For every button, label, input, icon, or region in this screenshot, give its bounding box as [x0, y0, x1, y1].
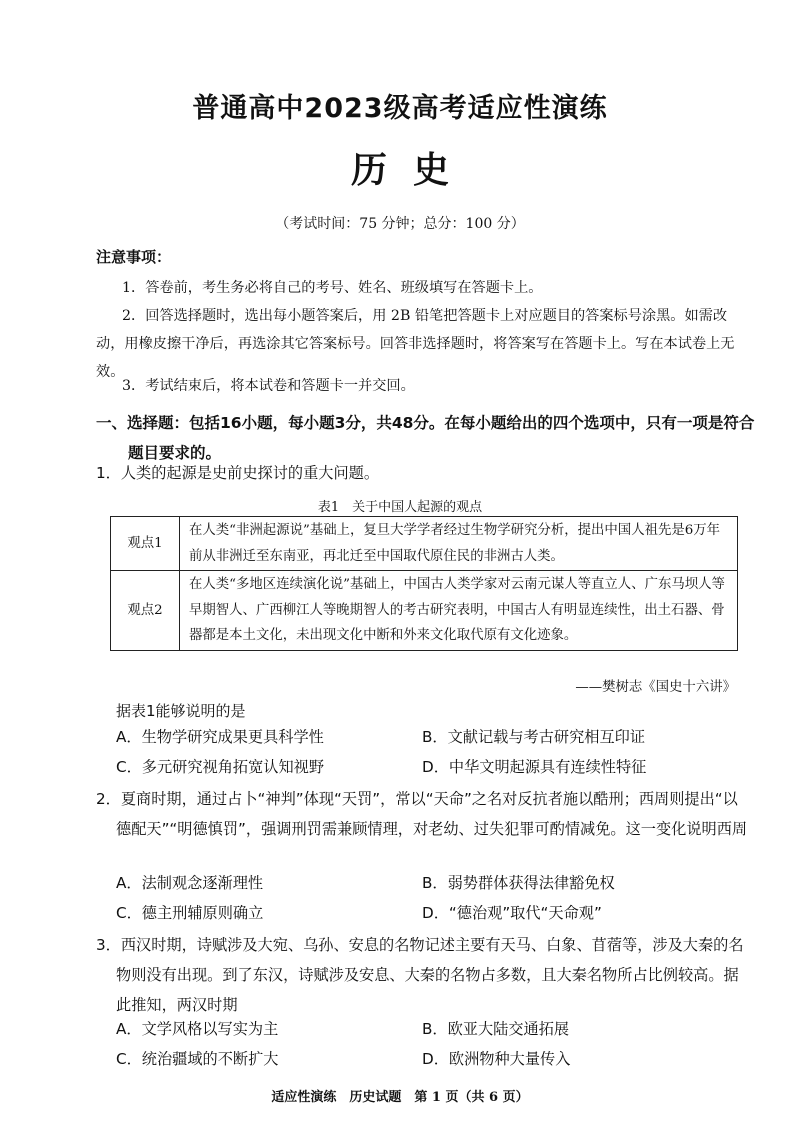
page-footer: 适应性演练 历史试题 第 1 页（共 6 页） [271, 1090, 529, 1105]
question-3-option-b[interactable]: B．欧亚大陆交通拓展 [422, 1020, 570, 1038]
table-row [111, 517, 738, 571]
notice-item-1: 1．答卷前，考生务必将自己的考号、姓名、班级填写在答题卡上。 [122, 280, 543, 296]
question-1-stem: 1．人类的起源是史前史探讨的重大问题。 [96, 464, 380, 482]
question-2-option-a[interactable]: A．法制观念逐渐理性 [116, 874, 264, 892]
exam-info: （考试时间：75 分钟；总分：100 分） [275, 216, 525, 232]
question-1-prompt: 据表1能够说明的是 [116, 702, 246, 720]
exam-title: 普通高中2023级高考适应性演练 [192, 93, 608, 124]
question-2-option-c[interactable]: C．德主刑辅原则确立 [116, 904, 264, 922]
subject-title: 历史 [350, 150, 475, 191]
question-3-option-c[interactable]: C．统治疆域的不断扩大 [116, 1050, 279, 1068]
question-1-option-a[interactable]: A．生物学研究成果更具科学性 [116, 728, 324, 746]
question-1-option-c[interactable]: C．多元研究视角拓宽认知视野 [116, 758, 325, 776]
viewpoint-text: 在人类“多地区连续演化说”基础上，中国古人类学家对云南元谋人等直立人、广东马坝人等早期智人、广西柳江人等晚期智人的考古研究表明，中国古人有明显连续性，出土石器、骨器都是本土文化，未出现文化中断和外来文化取代原有文化迹象。 [180, 571, 738, 651]
notice-heading: 注意事项： [96, 248, 172, 266]
viewpoint-label: 观点1 [111, 517, 180, 571]
question-2-stem: 2．夏商时期，通过占卜“神判”体现“天罚”，常以“天命”之名对反抗者施以酷刑；西周则提出“以德配天”“明德慎罚”，强调刑罚需兼顾情理，对老幼、过失犯罪可酌情减免。这一变化说明西周 [96, 790, 748, 838]
question-2-option-d[interactable]: D．“德治观”取代“天命观” [422, 904, 602, 922]
notice-item-3: 3．考试结束后，将本试卷和答题卡一并交回。 [122, 378, 415, 394]
section-heading: 一、选择题：包括16小题，每小题3分，共48分。在每小题给出的四个选项中，只有一项是符合题目要求的。 [96, 414, 755, 462]
question-1-option-d[interactable]: D．中华文明起源具有连续性特征 [422, 758, 647, 776]
question-2-option-b[interactable]: B．弱势群体获得法律豁免权 [422, 874, 615, 892]
table-row [111, 571, 738, 651]
question-3-stem: 3．西汉时期，诗赋涉及大宛、乌孙、安息的名物记述主要有天马、白象、苜蓿等，涉及大秦的名物则没有出现。到了东汉，诗赋涉及安息、大秦的名物占多数，且大秦名物所占比例较高。据此推知，两汉时期 [96, 936, 744, 1014]
table-source: ——樊树志《国史十六讲》 [575, 680, 736, 695]
table-caption: 表1 关于中国人起源的观点 [317, 500, 483, 515]
viewpoints-table [110, 516, 738, 651]
notice-item-2: 2．回答选择题时，选出每小题答案后，用 2B 铅笔把答题卡上对应题目的答案标号涂黑。如需改动，用橡皮擦干净后，再选涂其它答案标号。回答非选择题时，将答案写在答题卡上。写在本试卷上无效。 [96, 308, 735, 380]
question-1-option-b[interactable]: B．文献记载与考古研究相互印证 [422, 728, 646, 746]
viewpoint-label: 观点2 [111, 571, 180, 651]
question-3-option-d[interactable]: D．欧洲物种大量传入 [422, 1050, 571, 1068]
question-3-option-a[interactable]: A．文学风格以写实为主 [116, 1020, 279, 1038]
viewpoint-text: 在人类“非洲起源说”基础上，复旦大学学者经过生物学研究分析，提出中国人祖先是6万年前从非洲迁至东南亚，再北迁至中国取代原住民的非洲古人类。 [180, 517, 738, 571]
